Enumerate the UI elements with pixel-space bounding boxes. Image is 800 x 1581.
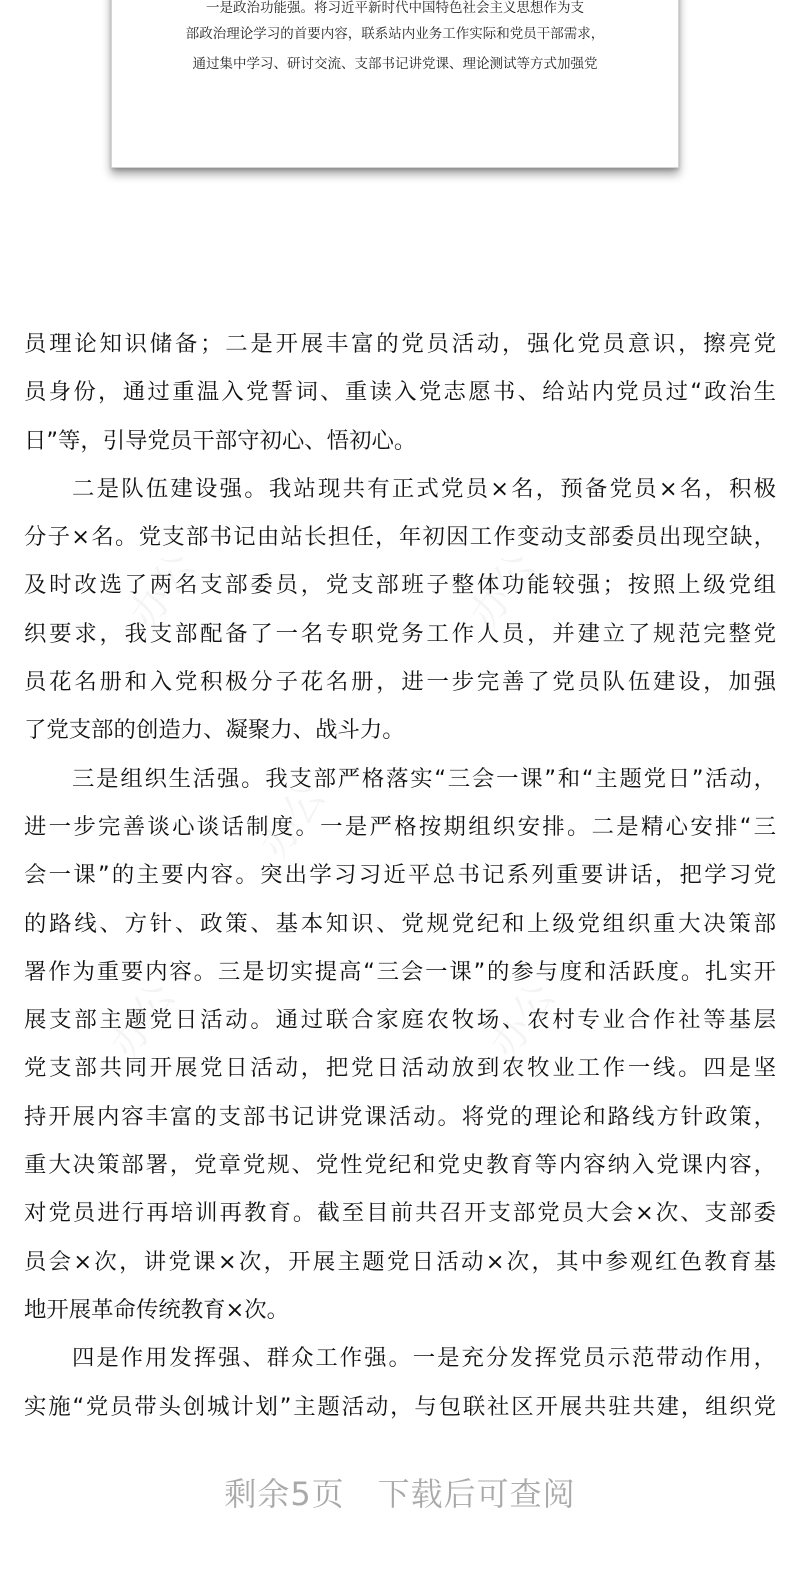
watermark: 办公 [251, 774, 335, 867]
body-line: 重大决策部署，党章党规、党性党纪和党史教育等内容纳入党课内容， [24, 1152, 776, 1179]
body-line: 地开展革命传统教育×次。 [24, 1296, 290, 1323]
paragraph-start: 四是作用发挥强、群众工作强。一是充分发挥党员示范带动作用， [72, 1345, 776, 1372]
card-line-2: 部政治理论学习的首要内容，联系站内业务工作实际和党员干部需求， [185, 26, 605, 42]
paragraph-start: 二是队伍建设强。我站现共有正式党员×名，预备党员×名，积极 [72, 475, 776, 502]
watermark: 办公 [121, 544, 205, 637]
document-body [24, 320, 776, 1431]
body-line: 展支部主题党日活动。通过联合家庭农牧场、农村专业合作社等基层 [24, 1007, 776, 1034]
body-line: 的路线、方针、政策、基本知识、党规党纪和上级党组织重大决策部 [24, 910, 776, 937]
paragraph-start: 三是组织生活强。我支部严格落实“三会一课”和“主题党日”活动， [72, 765, 776, 792]
body-line: 织要求，我支部配备了一名专职党务工作人员，并建立了规范完整党 [24, 620, 776, 647]
body-line: 员会×次，讲党课×次，开展主题党日活动×次，其中参观红色教育基 [24, 1248, 776, 1275]
preview-page-card [111, 0, 679, 168]
body-line: 实施“党员带头创城计划”主题活动，与包联社区开展共驻共建，组织党 [24, 1393, 776, 1420]
body-line: 对党员进行再培训再教育。截至目前共召开支部党员大会×次、支部委 [24, 1200, 776, 1227]
body-line: 署作为重要内容。三是切实提高“三会一课”的参与度和活跃度。扎实开 [24, 958, 776, 985]
body-line: 员身份，通过重温入党誓词、重读入党志愿书、给站内党员过“政治生 [24, 379, 776, 406]
remaining-pages-notice[interactable]: 剩余5页 下载后可查阅 [224, 1475, 576, 1513]
body-line: 及时改选了两名支部委员，党支部班子整体功能较强；按照上级党组 [24, 572, 776, 599]
body-line: 会一课”的主要内容。突出学习习近平总书记系列重要讲话，把学习党 [24, 862, 776, 889]
body-line: 员理论知识储备；二是开展丰富的党员活动，强化党员意识，擦亮党 [24, 331, 776, 357]
body-line: 进一步完善谈心谈话制度。一是严格按期组织安排。二是精心安排“三 [24, 813, 776, 840]
body-line: 日”等，引导党员干部守初心、悟初心。 [24, 427, 417, 454]
card-line-3: 通过集中学习、研讨交流、支部书记讲党课、理论测试等方式加强党 [192, 56, 598, 72]
body-line: 持开展内容丰富的支部书记讲党课活动。将党的理论和路线方针政策， [24, 1103, 776, 1130]
card-line-1: 一是政治功能强。将习近平新时代中国特色社会主义思想作为支 [206, 0, 584, 16]
body-line: 了党支部的创造力、凝聚力、战斗力。 [24, 717, 405, 744]
body-line: 党支部共同开展党日活动，把党日活动放到农牧业工作一线。四是坚 [24, 1055, 776, 1082]
body-line: 员花名册和入党积极分子花名册，进一步完善了党员队伍建设，加强 [24, 669, 776, 696]
watermark: 办公 [101, 974, 185, 1067]
body-line: 分子×名。党支部书记由站长担任，年初因工作变动支部委员出现空缺， [24, 524, 776, 551]
watermark: 办公 [481, 974, 565, 1067]
watermark: 办公 [461, 544, 545, 637]
